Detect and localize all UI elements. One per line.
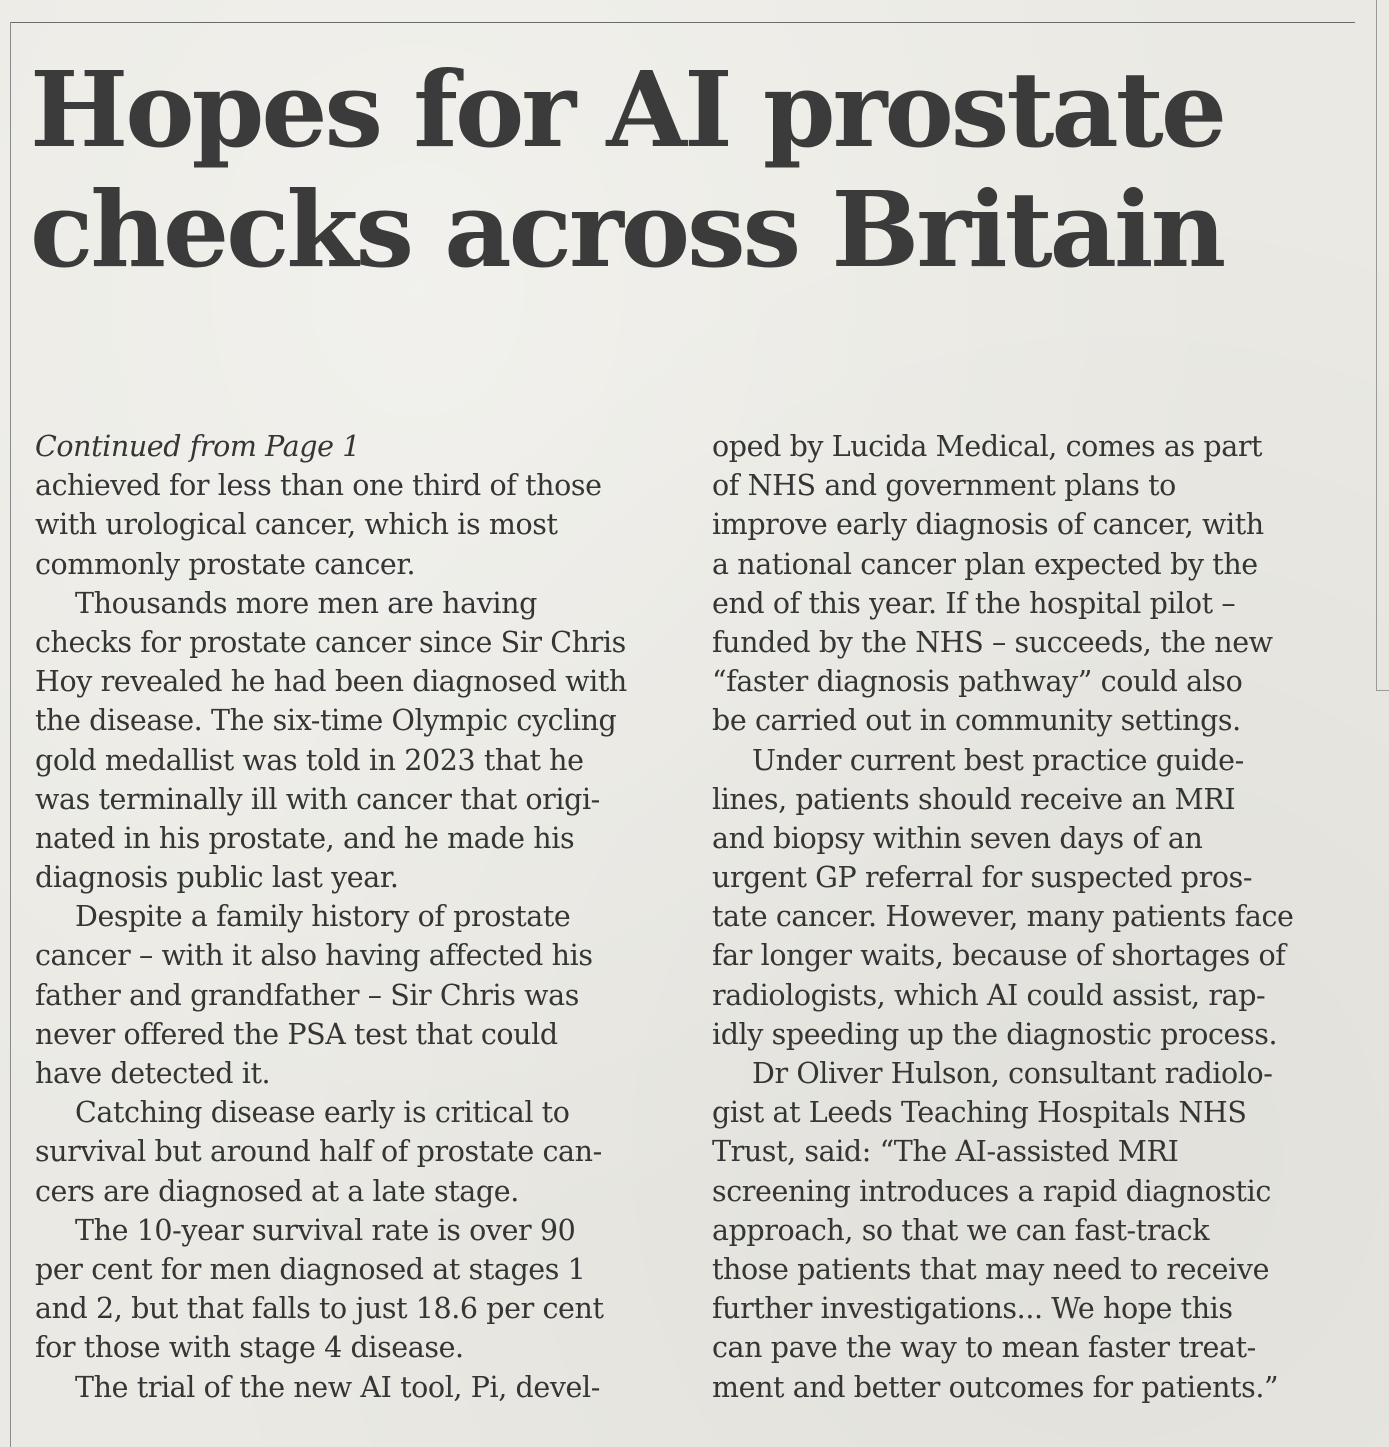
body-text-line: commonly prostate cancer. bbox=[35, 547, 416, 581]
body-text-line: can pave the way to mean faster treat- bbox=[712, 1331, 1256, 1365]
headline-line-2: checks across Britain bbox=[30, 168, 1224, 291]
body-text-line: lines, patients should receive an MRI bbox=[712, 782, 1236, 816]
body-text-line: urgent GP referral for suspected pros- bbox=[712, 861, 1253, 895]
body-text-line: be carried out in community settings. bbox=[712, 704, 1241, 738]
body-text-line: oped by Lucida Medical, comes as part bbox=[712, 430, 1263, 463]
body-text-line: Hoy revealed he had been diagnosed with bbox=[35, 665, 627, 699]
body-text-line: further investigations... We hope this bbox=[712, 1292, 1233, 1326]
body-text-line: diagnosis public last year. bbox=[35, 861, 399, 895]
left-column-body bbox=[35, 466, 675, 1407]
body-text-line: tate cancer. However, many patients face bbox=[712, 900, 1294, 934]
body-text-line: “faster diagnosis pathway” could also bbox=[712, 665, 1243, 699]
body-text-line: of NHS and government plans to bbox=[712, 469, 1176, 503]
body-text-line: and 2, but that falls to just 18.6 per cent bbox=[35, 1292, 604, 1326]
body-text-line: gist at Leeds Teaching Hospitals NHS bbox=[712, 1096, 1247, 1130]
body-text-line: checks for prostate cancer since Sir Chris bbox=[35, 625, 626, 659]
body-text-line: Under current best practice guide- bbox=[752, 743, 1244, 777]
right-column-body bbox=[712, 427, 1355, 1407]
body-text-line: the disease. The six-time Olympic cycling bbox=[35, 704, 617, 738]
body-text-line: achieved for less than one third of those bbox=[35, 469, 602, 503]
headline bbox=[30, 50, 1350, 290]
body-text-line: have detected it. bbox=[35, 1057, 271, 1090]
article-column-right bbox=[712, 427, 1355, 1407]
body-text-line: those patients that may need to receive bbox=[712, 1252, 1270, 1286]
body-text-line: gold medallist was told in 2023 that he bbox=[35, 743, 584, 777]
article-column-left bbox=[35, 427, 675, 1407]
body-text-line: far longer waits, because of shortages of bbox=[712, 939, 1286, 973]
body-text-line: screening introduces a rapid diagnostic bbox=[712, 1174, 1271, 1208]
right-rule-tick bbox=[1376, 690, 1389, 691]
body-text-line: father and grandfather – Sir Chris was bbox=[35, 978, 579, 1012]
left-column-rule bbox=[10, 22, 11, 1447]
top-rule bbox=[10, 22, 1355, 23]
body-text-line: The 10-year survival rate is over 90 bbox=[75, 1213, 576, 1247]
body-text-line: radiologists, which AI could assist, rap- bbox=[712, 978, 1266, 1012]
headline-line-1: Hopes for AI prostate bbox=[30, 48, 1224, 171]
body-text-line: a national cancer plan expected by the bbox=[712, 547, 1258, 581]
body-text-line: Despite a family history of prostate bbox=[75, 900, 571, 934]
body-text-line: never offered the PSA test that could bbox=[35, 1017, 558, 1051]
body-text-line: ment and better outcomes for patients.” bbox=[712, 1370, 1279, 1404]
body-text-line: approach, so that we can fast-track bbox=[712, 1213, 1210, 1247]
body-text-line: idly speeding up the diagnostic process. bbox=[712, 1017, 1278, 1051]
body-text-line: cancer – with it also having affected his bbox=[35, 939, 593, 973]
body-text-line: funded by the NHS – succeeds, the new bbox=[712, 625, 1273, 659]
body-text-line: was terminally ill with cancer that origi- bbox=[35, 782, 600, 816]
continued-kicker: Continued from Page 1 bbox=[35, 430, 360, 463]
body-text-line: for those with stage 4 disease. bbox=[35, 1331, 464, 1365]
body-text-line: nated in his prostate, and he made his bbox=[35, 821, 575, 855]
body-text-line: and biopsy within seven days of an bbox=[712, 821, 1203, 855]
body-text-line: Trust, said: “The AI-assisted MRI bbox=[712, 1135, 1179, 1169]
body-text-line: end of this year. If the hospital pilot – bbox=[712, 586, 1236, 620]
body-text-line: improve early diagnosis of cancer, with bbox=[712, 508, 1264, 542]
body-text-line: Dr Oliver Hulson, consultant radiolo- bbox=[752, 1057, 1273, 1090]
body-text-line: with urological cancer, which is most bbox=[35, 508, 558, 542]
body-text-line: Thousands more men are having bbox=[75, 586, 537, 620]
body-text-line: per cent for men diagnosed at stages 1 bbox=[35, 1252, 586, 1286]
right-column-rule bbox=[1376, 0, 1377, 690]
body-text-line: survival but around half of prostate can- bbox=[35, 1135, 602, 1169]
body-text-line: The trial of the new AI tool, Pi, devel- bbox=[75, 1370, 600, 1404]
body-text-line: cers are diagnosed at a late stage. bbox=[35, 1174, 519, 1208]
body-text-line: Catching disease early is critical to bbox=[75, 1096, 570, 1130]
